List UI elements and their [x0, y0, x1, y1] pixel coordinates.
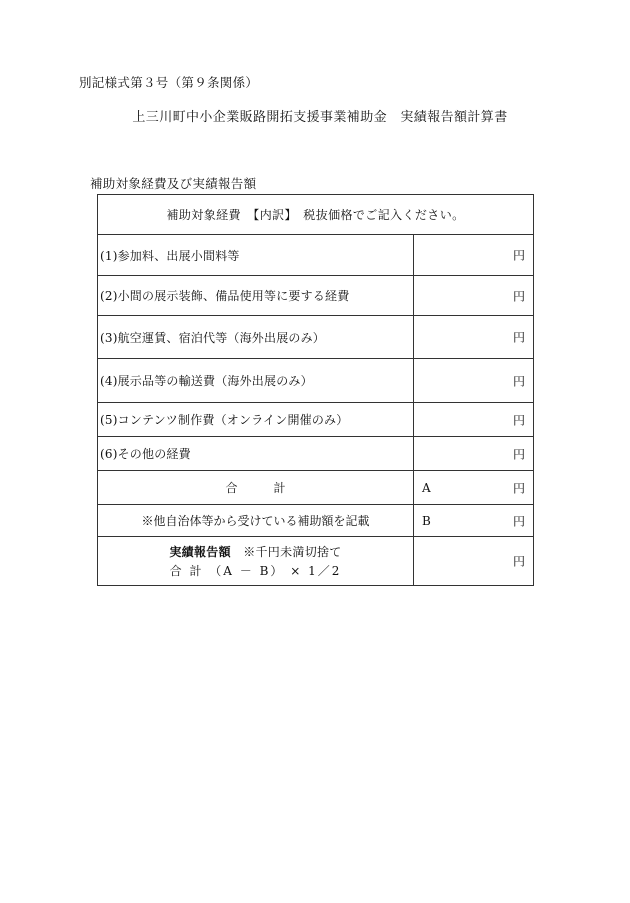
table-row	[98, 359, 534, 403]
amount-field[interactable]	[414, 437, 534, 471]
item-label: (6)その他の経費	[98, 437, 414, 471]
total-amount-field[interactable]	[414, 471, 534, 505]
yen-unit: 円	[513, 289, 526, 303]
amount-field[interactable]	[414, 235, 534, 276]
item-label: (3)航空運賃、宿泊代等（海外出展のみ）	[98, 316, 414, 359]
final-amount-field[interactable]	[414, 537, 534, 586]
item-label: (4)展示品等の輸送費（海外出展のみ）	[98, 359, 414, 403]
item-label: (2)小間の展示装飾、備品使用等に要する経費	[98, 276, 414, 316]
item-label: (1)参加料、出展小間料等	[98, 235, 414, 276]
yen-unit: 円	[513, 330, 526, 345]
total-letter: A	[422, 480, 431, 495]
amount-field[interactable]	[414, 276, 534, 316]
total-row	[98, 471, 534, 505]
expense-table	[97, 194, 534, 586]
yen-unit: 円	[513, 554, 526, 569]
subsidy-label: ※他自治体等から受けている補助額を記載	[98, 505, 414, 537]
final-formula: 合 計 （A － B） × 1／2	[169, 564, 342, 578]
amount-field[interactable]	[414, 359, 534, 403]
yen-unit: 円	[513, 413, 526, 427]
amount-field[interactable]	[414, 316, 534, 359]
subsidy-row	[98, 505, 534, 537]
table-row	[98, 276, 534, 316]
document-title: 上三川町中小企業販路開拓支援事業補助金 実績報告額計算書	[132, 110, 508, 125]
final-row	[98, 537, 534, 586]
yen-unit: 円	[513, 481, 526, 495]
table-row	[98, 235, 534, 276]
yen-unit: 円	[513, 447, 526, 461]
table-row	[98, 316, 534, 359]
table-row	[98, 403, 534, 437]
form-number: 別記様式第３号（第９条関係）	[79, 75, 259, 90]
amount-field[interactable]	[414, 403, 534, 437]
section-heading: 補助対象経費及び実績報告額	[90, 176, 257, 191]
table-header-row	[98, 195, 534, 235]
final-label-line	[98, 543, 413, 560]
yen-unit: 円	[513, 374, 526, 388]
yen-unit: 円	[513, 514, 526, 528]
table-row	[98, 437, 534, 471]
subsidy-amount-field[interactable]	[414, 505, 534, 537]
total-label: 合 計	[98, 471, 414, 505]
final-note: ※千円未満切捨て	[243, 545, 342, 559]
final-label	[98, 537, 414, 586]
subsidy-letter: B	[422, 513, 431, 528]
final-label-bold: 実績報告額	[169, 545, 231, 559]
yen-unit: 円	[513, 248, 526, 263]
table-header: 補助対象経費 【内訳】 税抜価格でご記入ください。	[98, 195, 534, 235]
item-label: (5)コンテンツ制作費（オンライン開催のみ）	[98, 403, 414, 437]
